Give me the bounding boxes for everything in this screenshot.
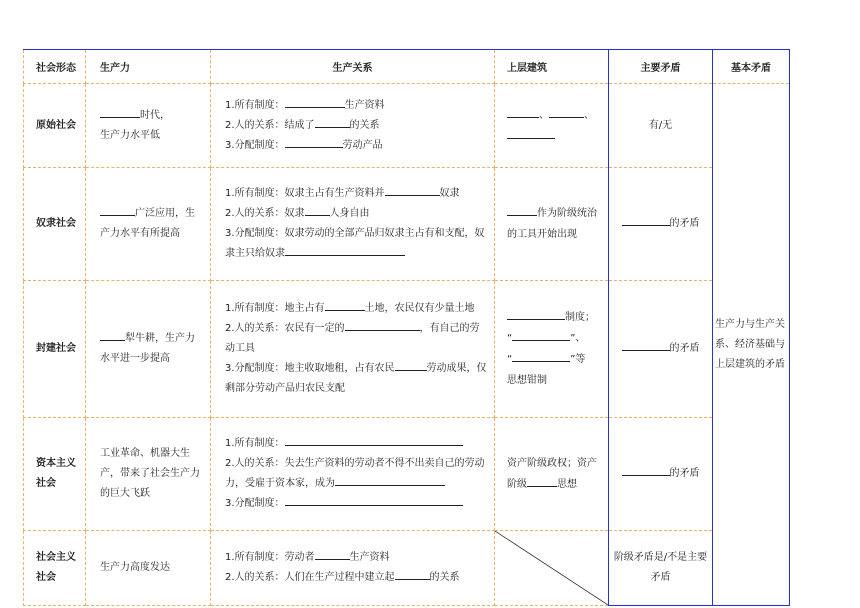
- header-superstructure: 上层建筑: [495, 50, 609, 84]
- superstructure-cell: 作为阶级统治的工具开始出现: [495, 168, 609, 281]
- form-cell: 封建社会: [24, 281, 86, 418]
- productivity-cell: 犁牛耕，生产力水平进一步提高: [86, 281, 211, 418]
- header-main-contradiction: 主要矛盾: [609, 50, 713, 84]
- productivity-cell: 广泛应用，生产力水平有所提高: [86, 168, 211, 281]
- rel-line: 3.分配制度： 劳动产品: [225, 136, 488, 156]
- header-row: [24, 50, 790, 84]
- superstructure-cell: 资产阶级政权；资产阶级 思想: [495, 418, 609, 531]
- row-capitalist: [24, 418, 790, 531]
- row-socialist: [24, 531, 790, 606]
- productivity-cell: 生产力高度发达: [86, 531, 211, 606]
- main-contradiction-cell: 有/无: [609, 84, 713, 168]
- superstructure-cell: 、 、: [495, 84, 609, 168]
- header-productivity: 生产力: [86, 50, 211, 84]
- superstructure-empty-cell: [495, 531, 609, 606]
- main-contradiction-cell: 的矛盾: [609, 168, 713, 281]
- form-cell: 原始社会: [24, 84, 86, 168]
- rel-line: 2.人的关系：结成了 的关系: [225, 116, 488, 136]
- rel-line: 1.所有制度： 生产资料: [225, 96, 488, 116]
- prod-text: 时代，: [140, 109, 170, 121]
- social-forms-table: [23, 49, 790, 606]
- row-slave: [24, 168, 790, 281]
- prod-text: 生产力水平低: [100, 129, 160, 141]
- relations-cell: 1.所有制度：劳动者 生产资料 2.人的关系：人们在生产过程中建立起 的关系: [211, 531, 495, 606]
- form-cell: 资本主义社会: [24, 418, 86, 531]
- header-relations: 生产关系: [211, 50, 495, 84]
- main-contradiction-cell: 的矛盾: [609, 281, 713, 418]
- relations-cell: 1.所有制度：地主占有 土地，农民仅有少量土地 2.人的关系：农民有一定的 ，有自己的劳动工具 3.分配制度：地主收取地租，占有农民 劳动成果，仅剩部分劳动产品归农民支配: [211, 281, 495, 418]
- main-contradiction-cell: 的矛盾: [609, 418, 713, 531]
- productivity-cell: [86, 84, 211, 168]
- relations-cell: 1.所有制度： 2.人的关系：失去生产资料的劳动者不得不出卖自己的劳动力，受雇于资本家，成为 3.分配制度：: [211, 418, 495, 531]
- productivity-cell: 工业革命、机器大生产，带来了社会生产力的巨大飞跃: [86, 418, 211, 531]
- header-basic-contradiction: 基本矛盾: [713, 50, 790, 84]
- header-form: 社会形态: [24, 50, 86, 84]
- row-feudal: [24, 281, 790, 418]
- relations-cell: 1.所有制度：奴隶主占有生产资料并 奴隶 2.人的关系：奴隶 人身自由 3.分配制度：奴隶劳动的全部产品归奴隶主占有和支配，奴隶主只给奴隶: [211, 168, 495, 281]
- diagonal-slash: [495, 531, 608, 605]
- blank: [100, 106, 140, 118]
- main-contradiction-cell: 阶级矛盾是/不是主要矛盾: [609, 531, 713, 606]
- form-cell: 奴隶社会: [24, 168, 86, 281]
- superstructure-cell: 制度； “ ”、 “ ”等 思想钳制: [495, 281, 609, 418]
- basic-contradiction-cell: 生产力与生产关系、经济基础与上层建筑的矛盾: [713, 84, 790, 606]
- form-cell: 社会主义社会: [24, 531, 86, 606]
- row-primitive: [24, 84, 790, 168]
- relations-cell: [211, 84, 495, 168]
